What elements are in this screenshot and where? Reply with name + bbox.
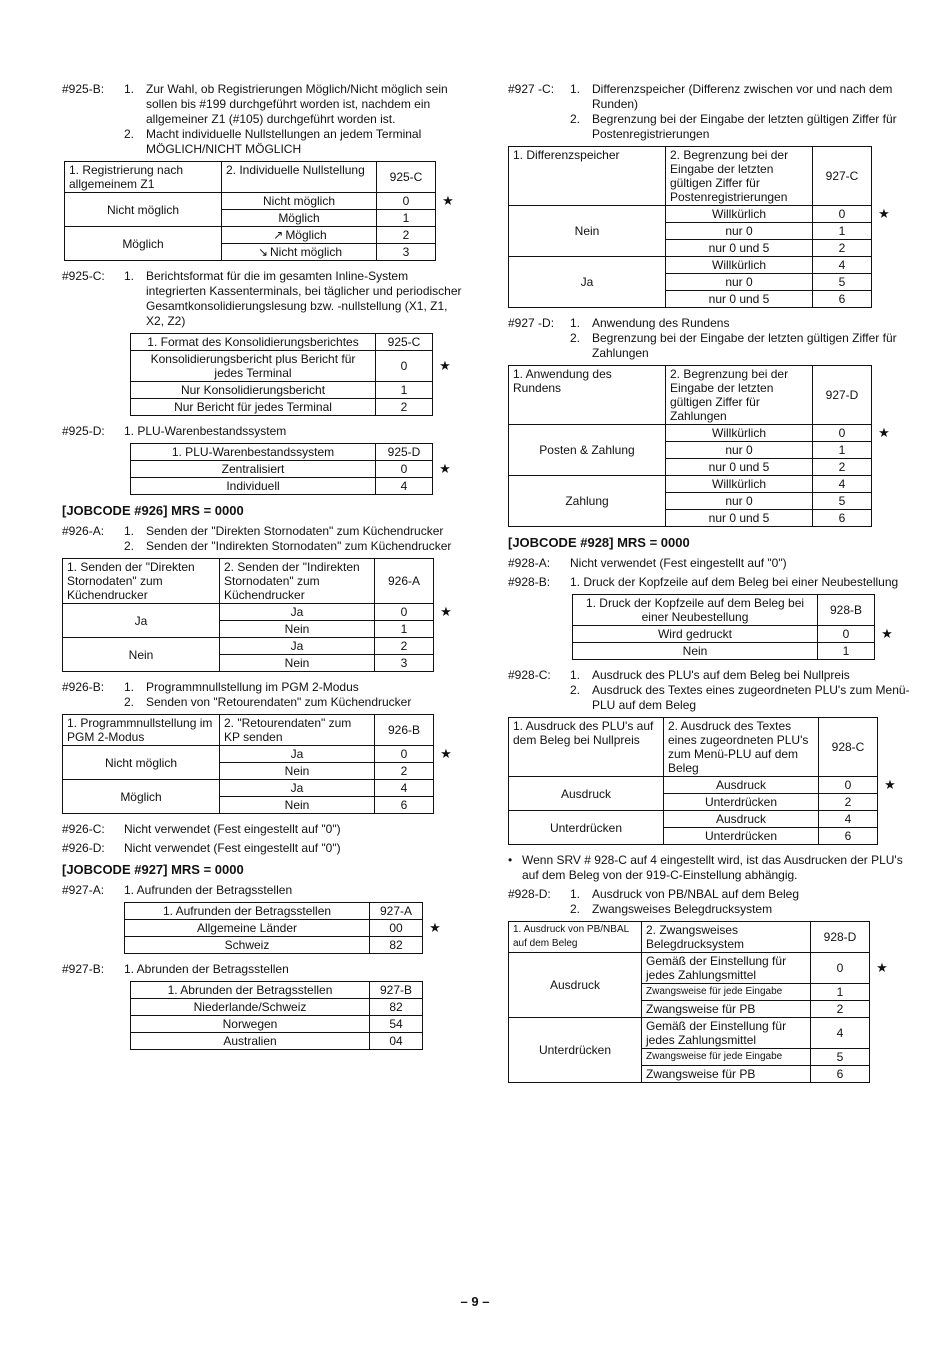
table-code-header: 926-A — [375, 559, 434, 604]
default-star-icon: ★ — [878, 425, 890, 440]
table-cell: Willkürlich — [666, 206, 813, 223]
section-text: Nicht verwendet (Fest eingestellt auf "0") — [124, 841, 341, 855]
table-cell: Unterdrücken — [509, 811, 664, 845]
table-cell: Individuell — [131, 478, 376, 495]
section-text: 1. PLU-Warenbestandssystem — [124, 424, 287, 438]
table-row — [509, 206, 897, 223]
item-text: Ausdruck des PLU's auf dem Beleg bei Nullpreis — [592, 668, 850, 682]
table-header: 2. "Retourendaten" zum KP senden — [220, 715, 375, 746]
table-row — [573, 643, 900, 660]
table-row — [509, 1018, 895, 1049]
section-code: #927 -D: — [508, 316, 555, 330]
item-number: 2. — [570, 331, 581, 345]
table-value: 4 — [819, 811, 878, 828]
table-row — [131, 478, 458, 495]
table-cell: Schweiz — [125, 937, 370, 954]
table-cell: ↗ Möglich — [222, 227, 377, 244]
section-code: #928-C: — [508, 668, 551, 682]
section-code: #926-C: — [62, 822, 105, 836]
section-927a — [62, 883, 467, 898]
table-row — [573, 626, 900, 643]
section-code: #925-D: — [62, 424, 105, 438]
section-text: 1. Aufrunden der Betragsstellen — [124, 883, 293, 897]
table-925c — [64, 161, 461, 261]
bracket-arrow-icon: ↗ — [273, 228, 284, 242]
table-code-header: 927-D — [813, 366, 872, 425]
table-row — [509, 777, 903, 794]
section-code: #926-A: — [62, 524, 105, 538]
section-928c — [508, 668, 913, 713]
section-928b — [508, 575, 913, 590]
table-header: 1. Aufrunden der Betragsstellen — [125, 903, 370, 920]
table-value: 6 — [813, 291, 872, 308]
table-header: 1. PLU-Warenbestandssystem — [131, 444, 376, 461]
table-row — [509, 425, 897, 442]
table-value: 2 — [375, 638, 434, 655]
table-value: 6 — [813, 510, 872, 527]
table-value: 1 — [818, 643, 875, 660]
table-926a — [62, 558, 459, 672]
table-row — [63, 746, 459, 763]
table-value: 4 — [813, 257, 872, 274]
table-927a — [124, 902, 448, 954]
table-cell: Nein — [509, 206, 666, 257]
table-value: 1 — [377, 210, 436, 227]
table-cell: Posten & Zahlung — [509, 425, 666, 476]
table-cell: Willkürlich — [666, 476, 813, 493]
table-row — [131, 382, 458, 399]
table-header: 1. Registrierung nach allgemeinem Z1 — [65, 162, 222, 193]
table-row — [125, 920, 448, 937]
table-row — [509, 811, 903, 828]
item-number: 2. — [570, 112, 581, 126]
table-cell: nur 0 und 5 — [666, 291, 813, 308]
table-code-header: 928-C — [819, 718, 878, 777]
section-code: #925-C: — [62, 269, 105, 283]
table-row — [131, 1033, 423, 1050]
item-number: 2. — [124, 127, 135, 141]
table-value: 3 — [377, 244, 436, 261]
table-cell: Zahlung — [509, 476, 666, 527]
table-value: 0 — [376, 351, 433, 382]
table-header: 2. Zwangsweises Belegdrucksystem — [642, 922, 811, 953]
table-928b — [572, 594, 900, 660]
table-row — [63, 638, 459, 655]
section-text: Nicht verwendet (Fest eingestellt auf "0") — [570, 556, 787, 570]
table-cell: Nicht möglich — [65, 193, 222, 227]
table-925c-format — [130, 333, 458, 416]
right-column — [508, 82, 913, 1091]
table-cell: Ja — [220, 604, 375, 621]
table-code-header: 928-D — [811, 922, 870, 953]
table-row — [131, 399, 458, 416]
table-value: 00 — [370, 920, 423, 937]
table-row — [125, 937, 448, 954]
section-text: 1. Druck der Kopfzeile auf dem Beleg bei einer Neubestellung — [570, 575, 899, 589]
item-number: 1. — [570, 668, 581, 682]
table-code-header: 925-C — [377, 162, 436, 193]
table-cell: Nein — [63, 638, 220, 672]
table-value: 2 — [813, 240, 872, 257]
note-928c — [508, 853, 913, 883]
item-text: Ausdruck des Textes eines zugeordneten PLU's zum Menü-PLU auf dem Beleg — [592, 683, 910, 712]
left-column — [62, 82, 467, 1058]
table-row — [509, 257, 897, 274]
table-code-header: 926-B — [375, 715, 434, 746]
table-value: 2 — [813, 459, 872, 476]
section-code: #926-D: — [62, 841, 105, 855]
section-925c — [62, 269, 467, 329]
item-number: 1. — [124, 269, 135, 283]
section-927d — [508, 316, 913, 361]
table-cell: Nein — [220, 797, 375, 814]
table-cell: Nur Bericht für jedes Terminal — [131, 399, 376, 416]
table-value: 1 — [811, 984, 870, 1001]
default-star-icon: ★ — [881, 626, 893, 641]
table-cell: nur 0 — [666, 223, 813, 240]
table-value: 4 — [375, 780, 434, 797]
table-cell: Zentralisiert — [131, 461, 376, 478]
table-value: 4 — [376, 478, 433, 495]
jobcode-heading-926: [JOBCODE #926] MRS = 0000 — [62, 503, 244, 518]
table-cell: Ja — [220, 746, 375, 763]
table-cell: nur 0 und 5 — [666, 240, 813, 257]
table-cell: Niederlande/Schweiz — [131, 999, 370, 1016]
table-value: 2 — [375, 763, 434, 780]
table-value: 0 — [818, 626, 875, 643]
default-star-icon: ★ — [442, 193, 454, 208]
table-928d — [508, 921, 895, 1083]
table-928c — [508, 717, 903, 845]
table-header: 2. Begrenzung bei der Eingabe der letzten gültigen Ziffer für Postenregistrierungen — [666, 147, 813, 206]
section-code: #928-A: — [508, 556, 551, 570]
table-row — [63, 780, 459, 797]
table-value: 82 — [370, 999, 423, 1016]
default-star-icon: ★ — [439, 461, 451, 476]
table-value: 3 — [375, 655, 434, 672]
section-928a — [508, 556, 913, 571]
item-number: 2. — [570, 902, 581, 916]
item-number: 1. — [124, 680, 135, 694]
default-star-icon: ★ — [876, 960, 888, 975]
item-number: 1. — [124, 82, 135, 96]
table-927c — [508, 146, 897, 308]
bracket-arrow-icon: ↘ — [257, 245, 269, 259]
item-text: Begrenzung bei der Eingabe der letzten gültigen Ziffer für Zahlungen — [592, 331, 897, 360]
table-value: 1 — [376, 382, 433, 399]
table-value: 2 — [376, 399, 433, 416]
table-927b — [130, 981, 423, 1050]
default-star-icon: ★ — [878, 206, 890, 221]
jobcode-heading-928: [JOBCODE #928] MRS = 0000 — [508, 535, 690, 550]
table-header: 1. Ausdruck des PLU's auf dem Beleg bei Nullpreis — [509, 718, 664, 777]
default-star-icon: ★ — [440, 746, 452, 761]
section-925d — [62, 424, 467, 439]
table-value: 2 — [819, 794, 878, 811]
default-star-icon: ★ — [440, 604, 452, 619]
item-number: 1. — [570, 316, 581, 330]
section-code: #928-D: — [508, 887, 551, 901]
table-value: 4 — [811, 1018, 870, 1049]
table-header: 1. Differenzspeicher — [509, 147, 666, 206]
table-cell: Zwangsweise für jede Eingabe — [642, 984, 811, 1001]
item-text: Begrenzung bei der Eingabe der letzten gültigen Ziffer für Postenregistrierungen — [592, 112, 897, 141]
default-star-icon: ★ — [439, 358, 451, 373]
table-value: 6 — [375, 797, 434, 814]
table-value: 1 — [813, 223, 872, 240]
table-cell: Unterdrücken — [664, 828, 819, 845]
section-text: Nicht verwendet (Fest eingestellt auf "0") — [124, 822, 341, 836]
table-header: 1. Ausdruck von PB/NBAL auf dem Beleg — [509, 922, 642, 953]
table-cell: nur 0 — [666, 493, 813, 510]
table-value: 0 — [813, 425, 872, 442]
table-cell: Zwangsweise für PB — [642, 1066, 811, 1083]
table-cell: Australien — [131, 1033, 370, 1050]
table-cell: Ja — [220, 638, 375, 655]
table-value: 4 — [813, 476, 872, 493]
table-code-header: 925-C — [376, 334, 433, 351]
table-cell: nur 0 — [666, 442, 813, 459]
table-header: 1. Programmnullstellung im PGM 2-Modus — [63, 715, 220, 746]
table-row — [509, 476, 897, 493]
table-cell: Möglich — [65, 227, 222, 261]
table-cell: nur 0 und 5 — [666, 510, 813, 527]
table-cell: Ja — [220, 780, 375, 797]
table-header: 1. Senden der "Direkten Stornodaten" zum Küchendrucker — [63, 559, 220, 604]
table-cell: Ausdruck — [664, 777, 819, 794]
table-value: 1 — [375, 621, 434, 638]
page-number: – 9 – — [460, 1294, 490, 1309]
table-value: 82 — [370, 937, 423, 954]
item-text: Ausdruck von PB/NBAL auf dem Beleg — [592, 887, 799, 901]
item-text: Senden der "Direkten Stornodaten" zum Küchendrucker — [146, 524, 444, 538]
table-cell: Nur Konsolidierungsbericht — [131, 382, 376, 399]
table-code-header: 927-B — [370, 982, 423, 999]
table-cell: Gemäß der Einstellung für jedes Zahlungsmittel — [642, 1018, 811, 1049]
table-header: 1. Format des Konsolidierungsberichtes — [131, 334, 376, 351]
section-code: #925-B: — [62, 82, 105, 96]
item-text: Zur Wahl, ob Registrierungen Möglich/Nicht möglich sein sollen bis #199 durchgeführt worden ist, nachdem ein allgemeiner Z1 (#105) durchgeführt worden ist. — [146, 82, 448, 126]
table-925d — [130, 443, 458, 495]
section-text: 1. Abrunden der Betragsstellen — [124, 962, 289, 976]
bullet-icon: • — [508, 853, 513, 867]
table-value: 0 — [375, 604, 434, 621]
table-cell: Willkürlich — [666, 425, 813, 442]
table-value: 6 — [819, 828, 878, 845]
table-value: 2 — [377, 227, 436, 244]
table-value: 0 — [375, 746, 434, 763]
table-cell: Möglich — [63, 780, 220, 814]
section-926c — [62, 822, 467, 837]
table-row — [65, 227, 461, 244]
section-926b — [62, 680, 467, 710]
table-cell: Gemäß der Einstellung für jedes Zahlungsmittel — [642, 953, 811, 984]
table-cell: Willkürlich — [666, 257, 813, 274]
table-value: 0 — [376, 461, 433, 478]
item-number: 2. — [570, 683, 581, 697]
table-cell: Möglich — [222, 210, 377, 227]
table-cell: Ja — [63, 604, 220, 638]
table-cell: Ausdruck — [509, 953, 642, 1018]
section-925b — [62, 82, 467, 157]
section-926d — [62, 841, 467, 856]
table-cell: Nein — [220, 763, 375, 780]
table-value: 5 — [813, 493, 872, 510]
table-code-header: 927-C — [813, 147, 872, 206]
table-cell: Nein — [220, 655, 375, 672]
table-cell: Nein — [573, 643, 818, 660]
table-row — [131, 1016, 423, 1033]
section-926a — [62, 524, 467, 554]
item-text: Zwangsweises Belegdrucksystem — [592, 902, 773, 916]
table-row — [509, 953, 895, 984]
item-number: 1. — [124, 524, 135, 538]
table-cell: Nicht möglich — [63, 746, 220, 780]
table-value: 0 — [819, 777, 878, 794]
item-text: Macht individuelle Nullstellungen an jedem Terminal MÖGLICH/NICHT MÖGLICH — [146, 127, 422, 156]
table-value: 0 — [377, 193, 436, 210]
table-value: 6 — [811, 1066, 870, 1083]
item-number: 2. — [124, 695, 135, 709]
table-header: 1. Druck der Kopfzeile auf dem Beleg bei einer Neubestellung — [573, 595, 818, 626]
table-header: 1. Anwendung des Rundens — [509, 366, 666, 425]
section-927c — [508, 82, 913, 142]
note-text: Wenn SRV # 928-C auf 4 eingestellt wird, ist das Ausdrucken der PLU's auf dem Beleg von der 919-C-Einstellung abhängig. — [522, 853, 903, 882]
table-cell: Ausdruck — [664, 811, 819, 828]
section-927b — [62, 962, 467, 977]
item-text: Berichtsformat für die im gesamten Inline-System integrierten Kassenterminals, bei täglicher und periodischer Gesamtkonsolidierungslesung bzw. -nullstellung (X1, Z1, X2, Z2) — [146, 269, 462, 328]
section-code: #927-A: — [62, 883, 105, 897]
item-number: 1. — [570, 82, 581, 96]
table-code-header: 925-D — [376, 444, 433, 461]
table-value: 04 — [370, 1033, 423, 1050]
table-cell: Nicht möglich — [222, 193, 377, 210]
table-header: 2. Begrenzung bei der Eingabe der letzten gültigen Ziffer für Zahlungen — [666, 366, 813, 425]
table-row — [131, 351, 458, 382]
table-row — [131, 461, 458, 478]
table-cell: nur 0 und 5 — [666, 459, 813, 476]
table-row — [131, 999, 423, 1016]
table-value: 1 — [813, 442, 872, 459]
table-code-header: 928-B — [818, 595, 875, 626]
table-value: 5 — [811, 1049, 870, 1066]
item-text: Anwendung des Rundens — [592, 316, 730, 330]
table-cell: Wird gedruckt — [573, 626, 818, 643]
table-cell: Zwangsweise für PB — [642, 1001, 811, 1018]
table-header: 2. Senden der "Indirekten Stornodaten" zum Küchendrucker — [220, 559, 375, 604]
item-number: 1. — [570, 887, 581, 901]
table-header: 2. Ausdruck des Textes eines zugeordneten PLU's zum Menü-PLU auf dem Beleg — [664, 718, 819, 777]
table-927d — [508, 365, 897, 527]
table-header: 1. Abrunden der Betragsstellen — [131, 982, 370, 999]
table-cell: Ja — [509, 257, 666, 308]
item-number: 2. — [124, 539, 135, 553]
table-cell: Unterdrücken — [664, 794, 819, 811]
section-code: #927-B: — [62, 962, 105, 976]
section-928d — [508, 887, 913, 917]
section-code: #926-B: — [62, 680, 105, 694]
item-text: Senden von "Retourendaten" zum Küchendrucker — [146, 695, 412, 709]
table-row — [65, 193, 461, 210]
jobcode-heading-927: [JOBCODE #927] MRS = 0000 — [62, 862, 244, 877]
table-value: 2 — [811, 1001, 870, 1018]
table-cell: Unterdrücken — [509, 1018, 642, 1083]
default-star-icon: ★ — [429, 920, 441, 935]
item-text: Senden der "Indirekten Stornodaten" zum Küchendrucker — [146, 539, 452, 553]
table-cell: ↘ Nicht möglich — [222, 244, 377, 261]
table-value: 5 — [813, 274, 872, 291]
section-code: #927 -C: — [508, 82, 555, 96]
table-value: 0 — [813, 206, 872, 223]
table-value: 54 — [370, 1016, 423, 1033]
table-code-header: 927-A — [370, 903, 423, 920]
table-cell: Zwangsweise für jede Eingabe — [642, 1049, 811, 1066]
default-star-icon: ★ — [884, 777, 896, 792]
item-text: Differenzspeicher (Differenz zwischen vor und nach dem Runden) — [592, 82, 893, 111]
table-row — [63, 604, 459, 621]
table-value: 0 — [811, 953, 870, 984]
table-cell: Allgemeine Länder — [125, 920, 370, 937]
table-header: 2. Individuelle Nullstellung — [222, 162, 377, 193]
table-cell: Nein — [220, 621, 375, 638]
section-code: #928-B: — [508, 575, 551, 589]
table-926b — [62, 714, 459, 814]
table-cell: Konsolidierungsbericht plus Bericht für jedes Terminal — [131, 351, 376, 382]
table-cell: Ausdruck — [509, 777, 664, 811]
item-text: Programmnullstellung im PGM 2-Modus — [146, 680, 359, 694]
table-cell: Norwegen — [131, 1016, 370, 1033]
table-cell: nur 0 — [666, 274, 813, 291]
